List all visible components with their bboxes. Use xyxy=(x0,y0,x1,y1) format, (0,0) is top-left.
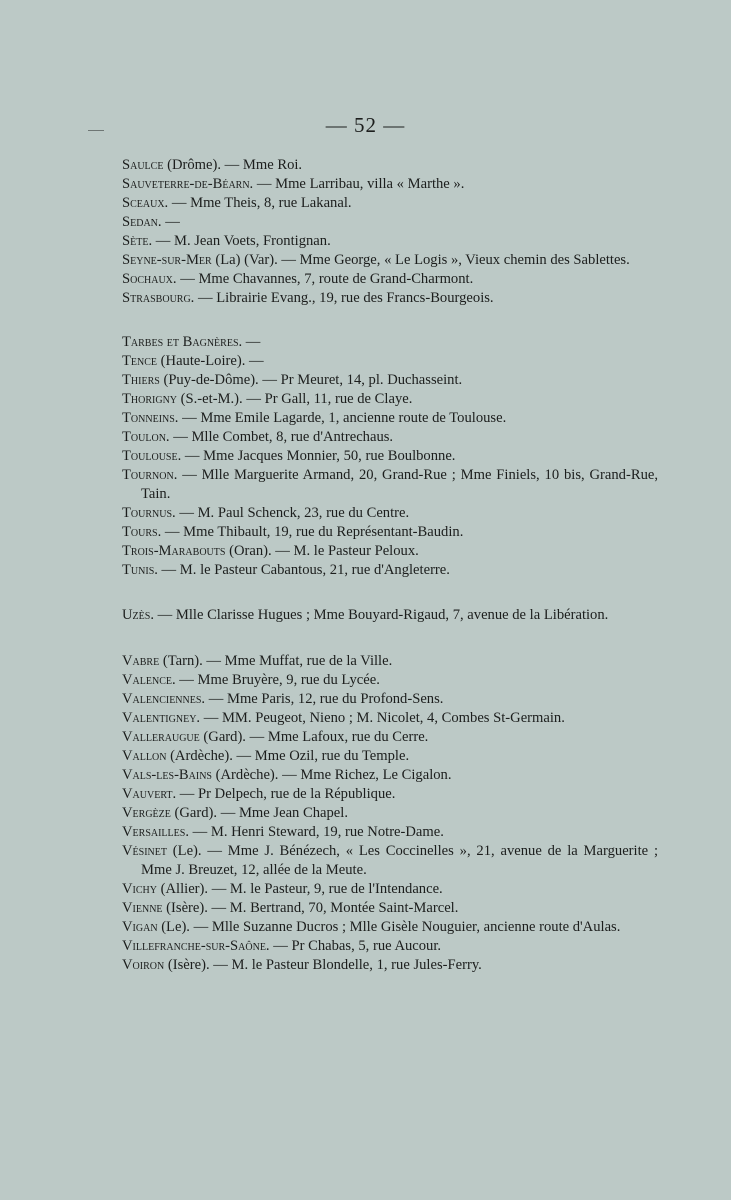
directory-entry xyxy=(122,937,658,956)
place-name: Toulouse. xyxy=(122,448,182,464)
place-name: Vigan xyxy=(122,919,158,935)
entry-details: — Mlle Combet, 8, rue d'Antrechaus. xyxy=(169,429,394,445)
page-number: — 52 — xyxy=(325,113,406,137)
place-name: Sauveterre-de-Béarn. xyxy=(122,176,254,192)
entry-details: (Gard). — Mme Jean Chapel. xyxy=(170,805,348,821)
place-name: Tours. xyxy=(122,524,162,540)
directory-entry xyxy=(122,880,658,899)
entry-details: — Mme Thibault, 19, rue du Représentant-Baudin. xyxy=(161,524,464,540)
directory-entry xyxy=(122,371,658,390)
place-name: Thorigny xyxy=(122,391,178,407)
directory-entry xyxy=(122,561,658,580)
place-name: Strasbourg. xyxy=(122,290,195,306)
entry-details: — Mlle Marguerite Armand, 20, Grand-Rue ; Mme Finiels, 10 bis, Grand-Rue, Tain. xyxy=(141,467,658,502)
directory-entry xyxy=(122,823,658,842)
place-name: Sedan. xyxy=(122,214,162,230)
entry-details: (Drôme). — Mme Roi. xyxy=(163,157,303,173)
directory-entry xyxy=(122,232,658,251)
entry-details: (Le). — Mme J. Bénézech, « Les Coccinelles », 21, avenue de la Marguerite ; Mme J. Breuzet, 12, allée de la Meute. xyxy=(141,843,658,878)
directory-entry xyxy=(122,606,658,625)
entry-details: — MM. Peugeot, Nieno ; M. Nicolet, 4, Combes St-Germain. xyxy=(200,710,565,726)
entry-details: (Ardèche). — Mme Richez, Le Cigalon. xyxy=(212,767,452,783)
place-name: Vals-les-Bains xyxy=(122,767,212,783)
place-name: Vésinet xyxy=(122,843,167,859)
entry-details: — Mme Theis, 8, rue Lakanal. xyxy=(168,195,352,211)
place-name: Uzès. xyxy=(122,607,154,623)
place-name: Sceaux. xyxy=(122,195,169,211)
entry-details: — xyxy=(161,214,180,230)
place-name: Tence xyxy=(122,353,158,369)
entry-details: — M. Paul Schenck, 23, rue du Centre. xyxy=(175,505,410,521)
place-name: Tournon. xyxy=(122,467,178,483)
place-name: Trois-Marabouts xyxy=(122,543,226,559)
section-gap xyxy=(122,580,658,606)
place-name: Saulce xyxy=(122,157,164,173)
letter-section xyxy=(122,156,658,308)
entry-details: — Librairie Evang., 19, rue des Francs-Bourgeois. xyxy=(194,290,494,306)
directory-entry xyxy=(122,447,658,466)
place-name: Valleraugue xyxy=(122,729,200,745)
entry-details: (Isère). — M. Bertrand, 70, Montée Saint-Marcel. xyxy=(162,900,459,916)
place-name: Toulon. xyxy=(122,429,170,445)
directory-entry xyxy=(122,652,658,671)
place-name: Tunis. xyxy=(122,562,158,578)
directory-entry xyxy=(122,747,658,766)
entry-details: — Mme Bruyère, 9, rue du Lycée. xyxy=(175,672,380,688)
entry-details: (La) (Var). — Mme George, « Le Logis », Vieux chemin des Sablettes. xyxy=(211,252,630,268)
directory-entry xyxy=(122,728,658,747)
entry-details: — Pr Chabas, 5, rue Aucour. xyxy=(269,938,442,954)
section-gap xyxy=(122,625,658,652)
directory-entry xyxy=(122,671,658,690)
directory-entry xyxy=(122,289,658,308)
entry-details: (Isère). — M. le Pasteur Blondelle, 1, rue Jules-Ferry. xyxy=(164,957,482,973)
place-name: Vallon xyxy=(122,748,167,764)
place-name: Tarbes et Bagnères. xyxy=(122,334,243,350)
directory-entry xyxy=(122,785,658,804)
directory-entry xyxy=(122,428,658,447)
entry-details: — Pr Delpech, rue de la République. xyxy=(176,786,396,802)
directory-entry xyxy=(122,842,658,880)
directory-entry xyxy=(122,251,658,270)
entry-details: (Haute-Loire). — xyxy=(157,353,264,369)
entry-details: — Mme Larribau, villa « Marthe ». xyxy=(253,176,465,192)
place-name: Vauvert. xyxy=(122,786,177,802)
section-gap xyxy=(122,308,658,333)
place-name: Versailles. xyxy=(122,824,189,840)
directory-entry xyxy=(122,156,658,175)
entry-details: (Tarn). — Mme Muffat, rue de la Ville. xyxy=(159,653,393,669)
place-name: Vabre xyxy=(122,653,160,669)
directory-entry xyxy=(122,194,658,213)
place-name: Tournus. xyxy=(122,505,176,521)
place-name: Thiers xyxy=(122,372,160,388)
directory-entry xyxy=(122,956,658,975)
directory-entry xyxy=(122,918,658,937)
place-name: Sochaux. xyxy=(122,271,177,287)
directory-entry xyxy=(122,270,658,289)
place-name: Valence. xyxy=(122,672,176,688)
place-name: Tonneins. xyxy=(122,410,179,426)
place-name: Sète. xyxy=(122,233,153,249)
directory-entry xyxy=(122,804,658,823)
letter-section xyxy=(122,606,658,625)
place-name: Voiron xyxy=(122,957,165,973)
place-name: Vichy xyxy=(122,881,157,897)
directory-entry xyxy=(122,523,658,542)
entry-details: — Mme Jacques Monnier, 50, rue Boulbonne. xyxy=(181,448,456,464)
entry-details: — M. Henri Steward, 19, rue Notre-Dame. xyxy=(188,824,444,840)
place-name: Villefranche-sur-Saône. xyxy=(122,938,270,954)
directory-list xyxy=(122,156,658,975)
entry-details: — Mme Paris, 12, rue du Profond-Sens. xyxy=(205,691,444,707)
entry-details: — Mlle Clarisse Hugues ; Mme Bouyard-Rigaud, 7, avenue de la Libération. xyxy=(153,607,609,623)
entry-details: (Gard). — Mme Lafoux, rue du Cerre. xyxy=(199,729,429,745)
place-name: Vergèze xyxy=(122,805,171,821)
directory-entry xyxy=(122,333,658,352)
entry-details: — M. le Pasteur Cabantous, 21, rue d'Angleterre. xyxy=(157,562,450,578)
entry-details: — Mme Emile Lagarde, 1, ancienne route de Toulouse. xyxy=(178,410,507,426)
entry-details: (Allier). — M. le Pasteur, 9, rue de l'Intendance. xyxy=(156,881,443,897)
entry-details: (Puy-de-Dôme). — Pr Meuret, 14, pl. Duchasseint. xyxy=(159,372,463,388)
letter-section xyxy=(122,652,658,975)
entry-details: — Mme Chavannes, 7, route de Grand-Charmont. xyxy=(176,271,474,287)
directory-entry xyxy=(122,690,658,709)
place-name: Vienne xyxy=(122,900,163,916)
directory-entry xyxy=(122,466,658,504)
directory-entry xyxy=(122,390,658,409)
entry-details: (Ardèche). — Mme Ozil, rue du Temple. xyxy=(166,748,410,764)
directory-entry xyxy=(122,766,658,785)
directory-entry xyxy=(122,504,658,523)
directory-entry xyxy=(122,542,658,561)
letter-section xyxy=(122,333,658,580)
place-name: Seyne-sur-Mer xyxy=(122,252,212,268)
entry-details: — xyxy=(242,334,261,350)
place-name: Valentigney. xyxy=(122,710,201,726)
directory-entry xyxy=(122,213,658,232)
directory-entry xyxy=(122,899,658,918)
entry-details: (Oran). — M. le Pasteur Peloux. xyxy=(225,543,419,559)
entry-details: — M. Jean Voets, Frontignan. xyxy=(152,233,331,249)
place-name: Valenciennes. xyxy=(122,691,206,707)
entry-details: (S.-et-M.). — Pr Gall, 11, rue de Claye. xyxy=(177,391,413,407)
directory-entry xyxy=(122,352,658,371)
directory-entry xyxy=(122,709,658,728)
directory-entry xyxy=(122,409,658,428)
entry-details: (Le). — Mlle Suzanne Ducros ; Mlle Gisèle Nouguier, ancienne route d'Aulas. xyxy=(157,919,621,935)
directory-entry xyxy=(122,175,658,194)
margin-mark xyxy=(88,130,104,131)
